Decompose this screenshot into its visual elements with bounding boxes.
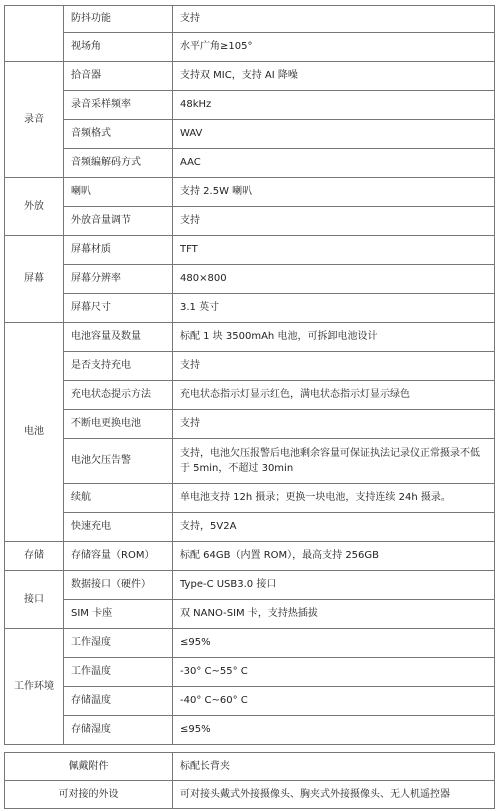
spec-value: 标配 1 块 3500mAh 电池，可拆卸电池设计 [173,323,495,352]
category-cell: 外放 [5,178,64,236]
table-row [5,513,495,542]
spec-value: TFT [173,236,495,265]
table-row [5,33,495,62]
spec-label: 是否支持充电 [64,352,173,381]
spec-value: 3.1 英寸 [173,294,495,323]
spec-value: 支持，电池欠压报警后电池剩余容量可保证执法记录仪正常摄录不低于 5min，不超过 30min [173,439,495,484]
spec-label: 快速充电 [64,513,173,542]
spec-label: 续航 [64,484,173,513]
spec-label: 屏幕材质 [64,236,173,265]
table-row [5,236,495,265]
spec-label: 存储湿度 [64,716,173,745]
spec-value: 48kHz [173,91,495,120]
table-row [5,542,495,571]
table-row [5,178,495,207]
spec-value: 支持 2.5W 喇叭 [173,178,495,207]
spec-label: 外放音量调节 [64,207,173,236]
table-row [5,629,495,658]
table-row [5,381,495,410]
table-row [5,687,495,716]
table-row [5,6,495,33]
spec-label: SIM 卡座 [64,600,173,629]
spec-value: 单电池支持 12h 摄录；更换一块电池，支持连续 24h 摄录。 [173,484,495,513]
category-cell: 录音 [5,62,64,178]
spec-value: Type-C USB3.0 接口 [173,571,495,600]
table-row [5,323,495,352]
spec-label: 电池欠压告警 [64,439,173,484]
category-cell: 接口 [5,571,64,629]
spec-value: 充电状态指示灯显示红色，满电状态指示灯显示绿色 [173,381,495,410]
spec-value: 480×800 [173,265,495,294]
category-cell: 屏幕 [5,236,64,323]
table-row [5,484,495,513]
spec-value: 水平广角≥105° [173,33,495,62]
table-row [5,716,495,745]
spec-label: 音频编解码方式 [64,149,173,178]
spec-label: 数据接口（硬件） [64,571,173,600]
table-row [5,600,495,629]
table-row [5,753,495,781]
table-row [5,781,495,809]
spec-label: 工作温度 [64,658,173,687]
spec-value: WAV [173,120,495,149]
spec-label: 喇叭 [64,178,173,207]
spec-value: ≤95% [173,716,495,745]
spec-value: 标配 64GB（内置 ROM），最高支持 256GB [173,542,495,571]
spec-label: 屏幕尺寸 [64,294,173,323]
spec-table-body [5,6,495,745]
spec-value: 支持双 MIC，支持 AI 降噪 [173,62,495,91]
category-cell: 工作环境 [5,629,64,745]
extra-value: 可对接头戴式外接摄像头、胸夹式外接摄像头、无人机遥控器 [173,781,495,809]
spec-value: -40° C~60° C [173,687,495,716]
extra-label: 佩戴附件 [5,753,173,781]
table-row [5,265,495,294]
spec-label: 视场角 [64,33,173,62]
spec-value: 支持 [173,410,495,439]
spec-label: 拾音器 [64,62,173,91]
table-row [5,294,495,323]
spec-label: 录音采样频率 [64,91,173,120]
spec-label: 不断电更换电池 [64,410,173,439]
table-row [5,207,495,236]
spec-table [4,5,495,745]
extra-table-body [5,753,495,809]
spec-label: 电池容量及数量 [64,323,173,352]
spec-value: 双 NANO-SIM 卡，支持热插拔 [173,600,495,629]
spec-value: ≤95% [173,629,495,658]
table-row [5,439,495,484]
spec-label: 存储容量（ROM） [64,542,173,571]
table-row [5,149,495,178]
spec-value: 支持 [173,6,495,33]
spec-value: -30° C~55° C [173,658,495,687]
spec-label: 防抖功能 [64,6,173,33]
spec-value: 支持 [173,207,495,236]
extra-table [4,752,495,809]
category-cell: 电池 [5,323,64,542]
table-row [5,410,495,439]
spec-value: AAC [173,149,495,178]
spec-value: 支持 [173,352,495,381]
extra-label: 可对接的外设 [5,781,173,809]
spec-value: 支持，5V2A [173,513,495,542]
spec-label: 充电状态提示方法 [64,381,173,410]
spec-label: 音频格式 [64,120,173,149]
extra-value: 标配长背夹 [173,753,495,781]
table-row [5,352,495,381]
spec-label: 工作湿度 [64,629,173,658]
table-row [5,91,495,120]
category-cell [5,6,64,62]
category-cell: 存储 [5,542,64,571]
table-row [5,62,495,91]
spec-label: 屏幕分辨率 [64,265,173,294]
table-row [5,658,495,687]
spec-label: 存储温度 [64,687,173,716]
table-row [5,120,495,149]
table-row [5,571,495,600]
